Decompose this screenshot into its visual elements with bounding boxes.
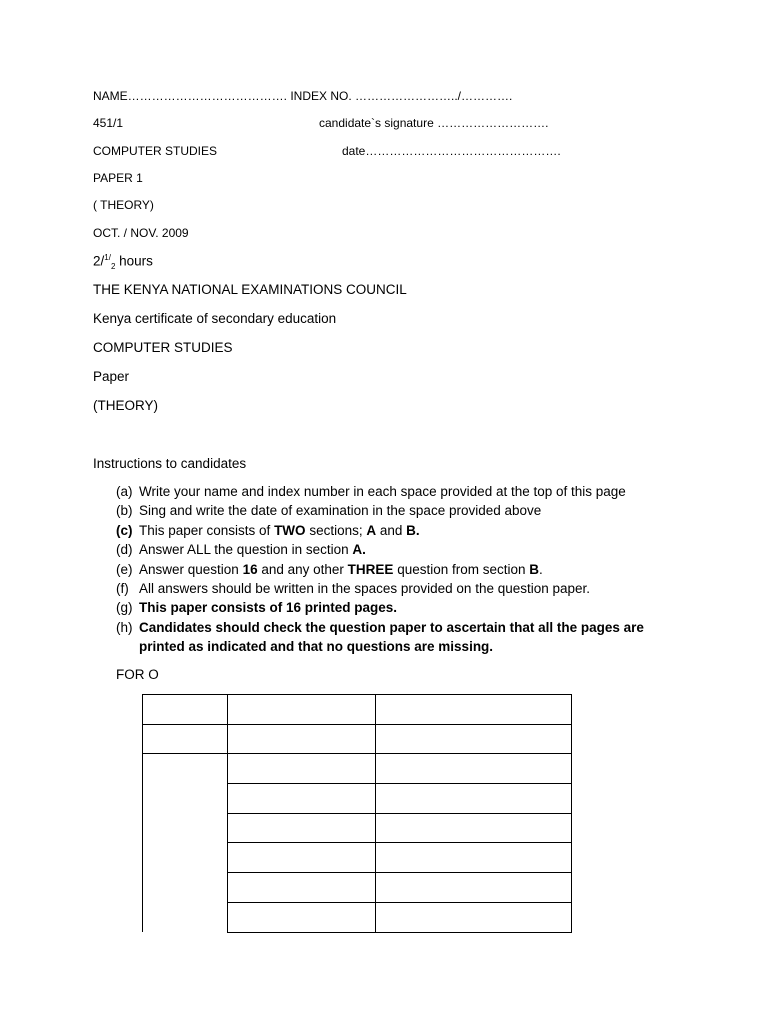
- table-cell: [228, 724, 376, 754]
- table-cell: [376, 754, 572, 784]
- instruction-item: (d) Answer ALL the question in section A.: [116, 542, 366, 558]
- instruction-item: (c) This paper consists of TWO sections; A and B.: [116, 522, 420, 538]
- instruction-item: (g) This paper consists of 16 printed pages.: [116, 600, 398, 616]
- instruction-item: (h) Candidates should check the question paper to ascertain that all the pages are printed as indicated and that no questions are missing.: [116, 619, 644, 655]
- instruction-item: (e) Answer question 16 and any other THREE question from section B.: [116, 561, 543, 577]
- merged-section-cell: [143, 754, 228, 932]
- header-paper: PAPER 1: [93, 171, 143, 185]
- table-cell: [376, 902, 572, 932]
- marks-table: [142, 694, 572, 933]
- instructions-heading: Instructions to candidates: [93, 456, 247, 471]
- certificate-title: Kenya certificate of secondary education: [93, 311, 337, 326]
- table-cell: [143, 724, 228, 754]
- theory-title: (THEORY): [93, 398, 159, 413]
- header-subject: COMPUTER STUDIES: [93, 144, 218, 158]
- table-cell: [376, 843, 572, 873]
- name-index-line: NAME…………………………………. INDEX NO. ……………………../………….: [93, 89, 513, 103]
- table-cell: [228, 873, 376, 903]
- table-cell: [228, 754, 376, 784]
- table-cell: [228, 784, 376, 814]
- table-cell: [143, 695, 228, 725]
- date-line: date………………………………………….: [342, 144, 561, 158]
- instruction-item: (a) Write your name and index number in each space provided at the top of this page: [116, 484, 626, 499]
- table-cell: [228, 902, 376, 932]
- duration: 2/$^{1/}_2$ hours: [93, 253, 153, 272]
- candidate-signature-line: candidate`s signature ……………………….: [319, 116, 549, 130]
- paper-title: Paper: [93, 369, 130, 384]
- table-row: [143, 695, 572, 725]
- table-cell: [376, 695, 572, 725]
- table-cell: [376, 724, 572, 754]
- table-cell: [376, 813, 572, 843]
- exam-session: OCT. / NOV. 2009: [93, 226, 189, 240]
- table-cell: [228, 695, 376, 725]
- table-row: [143, 754, 572, 784]
- instruction-item: (b) Sing and write the date of examination in the space provided above: [116, 503, 542, 519]
- header-theory: ( THEORY): [93, 198, 154, 212]
- table-cell: [376, 784, 572, 814]
- subject-title: COMPUTER STUDIES: [93, 340, 233, 355]
- paper-code: 451/1: [93, 116, 124, 130]
- for-office-label: FOR O: [116, 667, 159, 682]
- instruction-item: (f) All answers should be written in the spaces provided on the question paper.: [116, 581, 591, 597]
- table-cell: [228, 813, 376, 843]
- table-cell: [228, 843, 376, 873]
- table-cell: [376, 873, 572, 903]
- instructions-list: [116, 482, 669, 657]
- table-row: [143, 724, 572, 754]
- council-title: THE KENYA NATIONAL EXAMINATIONS COUNCIL: [93, 282, 407, 297]
